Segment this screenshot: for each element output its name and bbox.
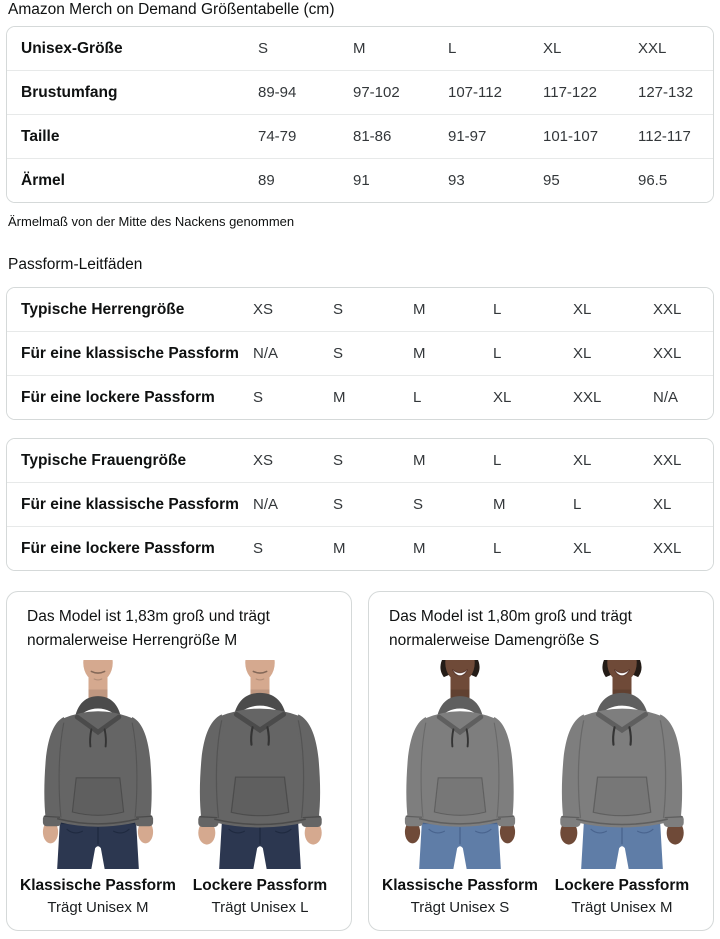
size-cell: XL <box>653 496 672 513</box>
size-cell: S <box>333 496 344 513</box>
female-model-card <box>368 591 714 931</box>
table-row <box>7 526 713 570</box>
size-cell: 81-86 <box>353 128 392 145</box>
row-label: Für eine lockere Passform <box>21 539 215 557</box>
worn-size-label: Trägt Unisex S <box>410 899 510 916</box>
size-cell: L <box>413 389 422 406</box>
model-photo <box>184 660 336 873</box>
size-cell: L <box>448 40 457 57</box>
size-cell: N/A <box>253 345 279 362</box>
table-row <box>7 331 713 375</box>
fit-label: Klassische Passform <box>382 877 538 894</box>
size-cell: XS <box>253 301 274 318</box>
size-cell: 96.5 <box>638 172 668 189</box>
row-label: Typische Frauengröße <box>21 451 187 469</box>
model-cards <box>6 591 714 931</box>
size-cell: L <box>493 452 502 469</box>
size-cell: XL <box>573 301 592 318</box>
size-cell: S <box>413 496 424 513</box>
male-model-card <box>6 591 352 931</box>
worn-size-label: Trägt Unisex M <box>571 899 673 916</box>
size-cell: S <box>333 301 344 318</box>
size-cell: 112-117 <box>638 128 691 145</box>
size-cell: S <box>333 452 344 469</box>
size-cell: XL <box>573 452 592 469</box>
row-label: Für eine lockere Passform <box>21 388 215 406</box>
classic-fit-figure <box>379 660 541 916</box>
size-cell: 74-79 <box>258 128 297 145</box>
size-cell: L <box>493 301 502 318</box>
model-photo <box>22 660 174 873</box>
size-cell: 91 <box>353 172 370 189</box>
row-label: Brustumfang <box>21 83 118 101</box>
fit-guides-heading: Passform-Leitfäden <box>8 256 143 273</box>
size-cell: XXL <box>653 452 682 469</box>
row-label: Für eine klassische Passform <box>21 495 239 513</box>
fit-label: Klassische Passform <box>20 877 176 894</box>
table-row <box>7 114 713 158</box>
size-cell: M <box>353 40 366 57</box>
size-cell: XXL <box>653 540 682 557</box>
worn-size-label: Trägt Unisex L <box>211 899 309 916</box>
size-cell: S <box>258 40 269 57</box>
size-cell: M <box>413 301 426 318</box>
size-cell: 93 <box>448 172 465 189</box>
row-label: Typische Herrengröße <box>21 300 185 318</box>
size-cell: 97-102 <box>353 84 400 101</box>
table-row <box>7 439 713 482</box>
size-cell: L <box>493 345 502 362</box>
size-cell: M <box>493 496 506 513</box>
size-cell: M <box>333 540 346 557</box>
unisex-size-table <box>6 26 714 203</box>
size-cell: 107-112 <box>448 84 502 101</box>
size-cell: M <box>333 389 346 406</box>
size-cell: 101-107 <box>543 128 599 145</box>
size-cell: XL <box>493 389 512 406</box>
row-label: Ärmel <box>21 171 65 189</box>
size-cell: XXL <box>638 40 667 57</box>
model-description: Das Model ist 1,83m groß und trägt normalerweise Herrengröße M <box>27 608 270 649</box>
worn-size-label: Trägt Unisex M <box>47 899 149 916</box>
table-row <box>7 482 713 526</box>
size-cell: XL <box>573 345 592 362</box>
size-cell: 89 <box>258 172 275 189</box>
size-cell: 117-122 <box>543 84 597 101</box>
size-cell: S <box>253 540 264 557</box>
size-cell: XL <box>573 540 592 557</box>
size-cell: 95 <box>543 172 560 189</box>
fit-label: Lockere Passform <box>554 877 690 894</box>
model-photo <box>384 660 536 873</box>
table-row <box>7 70 713 114</box>
row-label: Taille <box>21 127 60 145</box>
size-cell: M <box>413 345 426 362</box>
size-cell: N/A <box>253 496 279 513</box>
classic-fit-figure <box>17 660 179 916</box>
model-photo <box>546 660 698 873</box>
womens-fit-table <box>6 438 714 571</box>
table-row <box>7 375 713 419</box>
table-row <box>7 288 713 331</box>
size-cell: S <box>253 389 264 406</box>
table-row <box>7 158 713 202</box>
size-cell: M <box>413 540 426 557</box>
size-cell: L <box>493 540 502 557</box>
size-cell: N/A <box>653 389 679 406</box>
size-cell: L <box>573 496 582 513</box>
loose-fit-figure <box>541 660 703 916</box>
size-cell: 89-94 <box>258 84 297 101</box>
table-row <box>7 27 713 70</box>
loose-fit-figure <box>179 660 341 916</box>
page-title: Amazon Merch on Demand Größentabelle (cm) <box>8 1 335 18</box>
sleeve-measure-note: Ärmelmaß von der Mitte des Nackens genommen <box>8 214 295 229</box>
size-cell: 91-97 <box>448 128 487 145</box>
model-description: Das Model ist 1,80m groß und trägt normalerweise Damengröße S <box>389 608 632 649</box>
row-label: Unisex-Größe <box>21 39 123 57</box>
mens-fit-table <box>6 287 714 420</box>
size-cell: S <box>333 345 344 362</box>
size-cell: XXL <box>653 345 682 362</box>
size-cell: XS <box>253 452 274 469</box>
fit-label: Lockere Passform <box>192 877 328 894</box>
size-cell: XXL <box>573 389 602 406</box>
row-label: Für eine klassische Passform <box>21 344 239 362</box>
size-cell: M <box>413 452 426 469</box>
size-cell: XL <box>543 40 562 57</box>
size-cell: XXL <box>653 301 682 318</box>
size-cell: 127-132 <box>638 84 694 101</box>
